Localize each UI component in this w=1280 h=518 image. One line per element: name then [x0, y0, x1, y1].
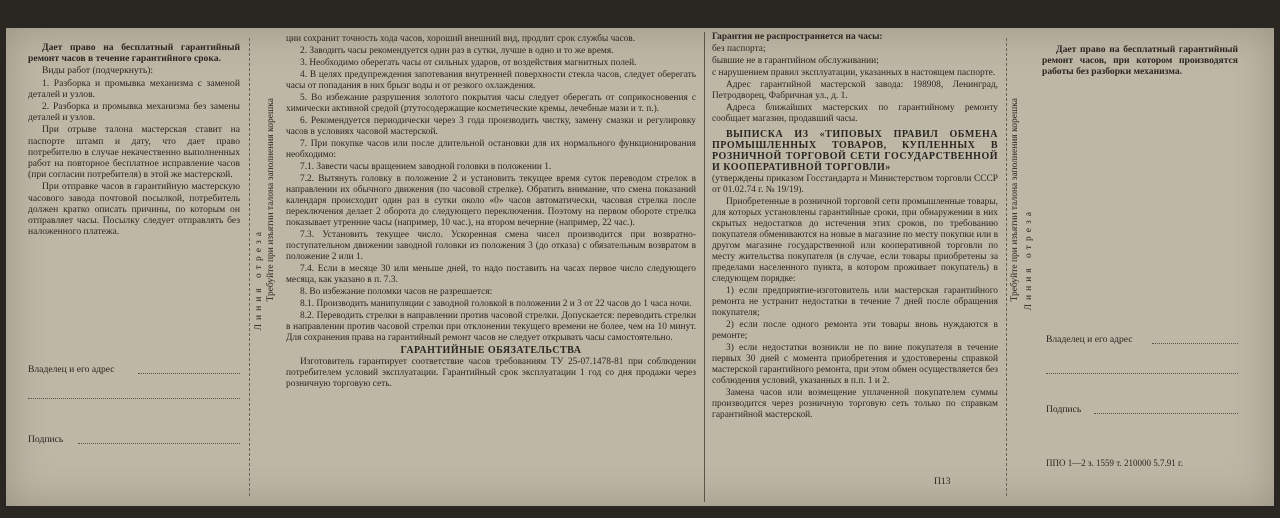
instruction-item: 8.1. Производить манипуляции с заводной головкой в положении 2 и 3 от 22 часов до 1 часа ночи.	[300, 299, 692, 309]
right-owner-label: Владелец и его адрес	[1046, 334, 1133, 345]
instruction-item: 2. Заводить часы рекомендуется один раз в сутки, лучше в одно и то же время.	[300, 46, 614, 56]
left-stub-text: При отправке часов в гарантийную мастерскую часового завода почтовой посылкой, потребитель должен кратко описать причины, по которым он отправляет часы. Посылку следует отправлять без наложенного платежа.	[28, 181, 240, 238]
left-owner-line	[138, 373, 240, 374]
right-cut-line	[1006, 38, 1007, 496]
rules-text: без паспорта;	[712, 44, 766, 54]
warranty-sheet	[6, 28, 1274, 506]
instruction-item: 3. Необходимо оберегать часы от сильных ударов, от воздействия магнитных полей.	[300, 58, 637, 68]
right-cut-label: Линия отреза	[1024, 208, 1034, 311]
right-owner-line	[1152, 343, 1238, 344]
instructions-column	[286, 28, 696, 506]
left-stub-text: Виды работ (подчеркнуть):	[42, 65, 154, 77]
instruction-item: 4. В целях предупреждения запотевания внутренней поверхности стекла часов, следует оберегать часы от попадания в них брызг воды и от резкого охлаждения.	[286, 70, 696, 91]
right-signature-line	[1094, 413, 1238, 414]
exchange-rules-column	[712, 28, 998, 506]
warranty-text: Изготовитель гарантирует соответствие часов требованиям ТУ 25-07.1478-81 при соблюдении потребителем условий эксплуатации. Гарантийный срок эксплуатации 1 год со дня продажи через розничную торговую сеть.	[286, 357, 696, 389]
rules-text: Адрес гарантийной мастерской завода: 198908, Ленинград, Петродворец, Фабричная ул., д. 1.	[712, 80, 998, 101]
instruction-item: 6. Рекомендуется периодически через 3 года производить чистку, замену смазки и регулировку часов в условиях часовой мастерской.	[286, 116, 696, 137]
left-signature-label: Подпись	[28, 434, 64, 445]
instruction-item: 5. Во избежание разрушения золотого покрытия часы следует оберегать от соприкосновения с химически активной средой (ртутосодержащие косметические кремы, лечебные мази и т. п.).	[286, 93, 696, 114]
rules-text: Замена часов или возмещение уплаченной покупателем суммы производится через розничную торговую сеть только по справкам гарантийной мастерской.	[712, 388, 998, 420]
instruction-item: 7.1. Завести часы вращением заводной головки в положении 1.	[300, 162, 552, 172]
left-stub-text: 2. Разборка и промывка механизма без замены деталей и узлов.	[28, 101, 240, 124]
rules-text: Адреса ближайших мастерских по гарантийному ремонту сообщает магазин, продавший часы.	[712, 103, 998, 124]
left-vertical-note: Требуйте при изъятии талона заполнения корешка	[266, 98, 276, 302]
instruction-item: 7.3. Установить текущее число. Ускоренная смена чисел производится при возвратно-поступательном движении заводной головки из положения 3 (до отказа) с обязательным возвратом в положение 2 или 1.	[286, 230, 696, 262]
instruction-item: 7.4. Если в месяце 30 или меньше дней, то надо поставить на часах первое число следующего месяца, как указано в п. 7.3.	[286, 264, 696, 285]
instruction-item: 8.2. Переводить стрелки в направлении против часовой стрелки. Допускается: переводить стрелки в направлении против часовой стрелки при отклонении текущего времени не более, чем на 10 минут. Для сохранения права на гарантийный ремонт часов не следует открывать часы самостоятельно.	[286, 311, 696, 343]
rules-text: 1) если предприятие-изготовитель или мастерская гарантийного ремонта не устранит недостатки в течение 7 дней после обращения покупателя;	[712, 286, 998, 318]
instruction-item: ции сохранит точность хода часов, хороший внешний вид, продлит срок службы часов.	[286, 34, 636, 44]
rules-text: 2) если после одного ремонта эти товары вновь нуждаются в ремонте;	[712, 320, 998, 341]
left-owner-line	[28, 398, 240, 399]
rules-text: бывшие не в гарантийном обслуживании;	[712, 56, 879, 66]
right-vertical-note: Требуйте при изъятии талона заполнения корешка	[1010, 98, 1020, 302]
left-stub-title: Дает право на бесплатный гарантийный ремонт часов в течение гарантийного срока.	[28, 42, 240, 65]
left-stub-text: При отрыве талона мастерская ставит на паспорте штамп и дату, что дает право потребителю в случае некачественно выполненных работ на повторное бесплатное исправление часов (при согласии потребителя) в этой же мастерской.	[28, 124, 240, 181]
instruction-item: 8. Во избежание поломки часов не разрешается:	[300, 287, 493, 297]
right-stub-title: Дает право на бесплатный гарантийный ремонт часов, при котором производятся работы без разборки механизма.	[1042, 44, 1238, 78]
column-divider	[704, 32, 705, 502]
right-signature-label: Подпись	[1046, 404, 1082, 415]
left-stub-text: 1. Разборка и промывка механизма с заменой деталей и узлов.	[28, 77, 240, 100]
left-cut-label: Линия отреза	[254, 228, 264, 331]
right-owner-line	[1046, 373, 1238, 374]
right-coupon-stub	[1042, 28, 1238, 506]
rules-heading-tail: (утверждены приказом Госстандарта и Министерством торговли СССР от 01.02.74 г. № 19/19).	[712, 174, 998, 195]
left-cut-line	[249, 38, 250, 496]
page-code: П13	[934, 476, 951, 487]
instruction-item: 7.2. Вытянуть головку в положение 2 и установить текущее время суток переводом стрелок в направлении их обычного движения (по часовой стрелке). Обратить внимание, что смена показаний календаря происходит один раз в сутки около «0» часов автоматически, часовая стрелка после переключения делает 2 оборота до следующего переключения. Поэтому на первом обороте стрелка показывает утренние часы (например, 10 час.), на втором вечерние (например, 22 час.).	[286, 174, 696, 228]
rules-text: Гарантия не распространяется на часы:	[712, 32, 883, 42]
print-info: ППО 1—2 з. 1559 т. 210000 5.7.91 г.	[1046, 458, 1183, 468]
rules-text: Приобретенные в розничной торговой сети промышленные товары, для которых установлены гарантийные сроки, при обнаружении в них скрытых недостатков до истечения этих сроков, по требованию покупателя обмениваются на новые в магазине по месту покупки или в другом магазине государственной или кооперативной торговли по месту жительства покупателя (в случае, если товары приобретены за пределами населенного пункта, в котором проживает покупатель) в следующем порядке:	[712, 197, 998, 284]
rules-heading: ВЫПИСКА ИЗ «ТИПОВЫХ ПРАВИЛ ОБМЕНА ПРОМЫШЛЕННЫХ ТОВАРОВ, КУПЛЕННЫХ В РОЗНИЧНОЙ ТОРГОВОЙ СЕТИ ГОСУДАРСТВЕННОЙ И КООПЕРАТИВНОЙ ТОРГОВЛИ»	[712, 129, 998, 173]
warranty-heading: ГАРАНТИЙНЫЕ ОБЯЗАТЕЛЬСТВА	[400, 345, 582, 356]
left-owner-label: Владелец и его адрес	[28, 364, 115, 375]
rules-text: 3) если недостатки возникли не по вине покупателя в течение первых 30 дней с момента приобретения и удостоверены справкой мастерской гарантийного ремонта, при этом обмен осуществляется без соблюдения условий, указанных в п.п. 1 и 2.	[712, 343, 998, 386]
rules-text: с нарушением правил эксплуатации, указанных в настоящем паспорте.	[712, 68, 996, 78]
left-signature-line	[78, 443, 240, 444]
instruction-item: 7. При покупке часов или после длительной остановки для их нормального функционирования необходимо:	[286, 139, 696, 160]
